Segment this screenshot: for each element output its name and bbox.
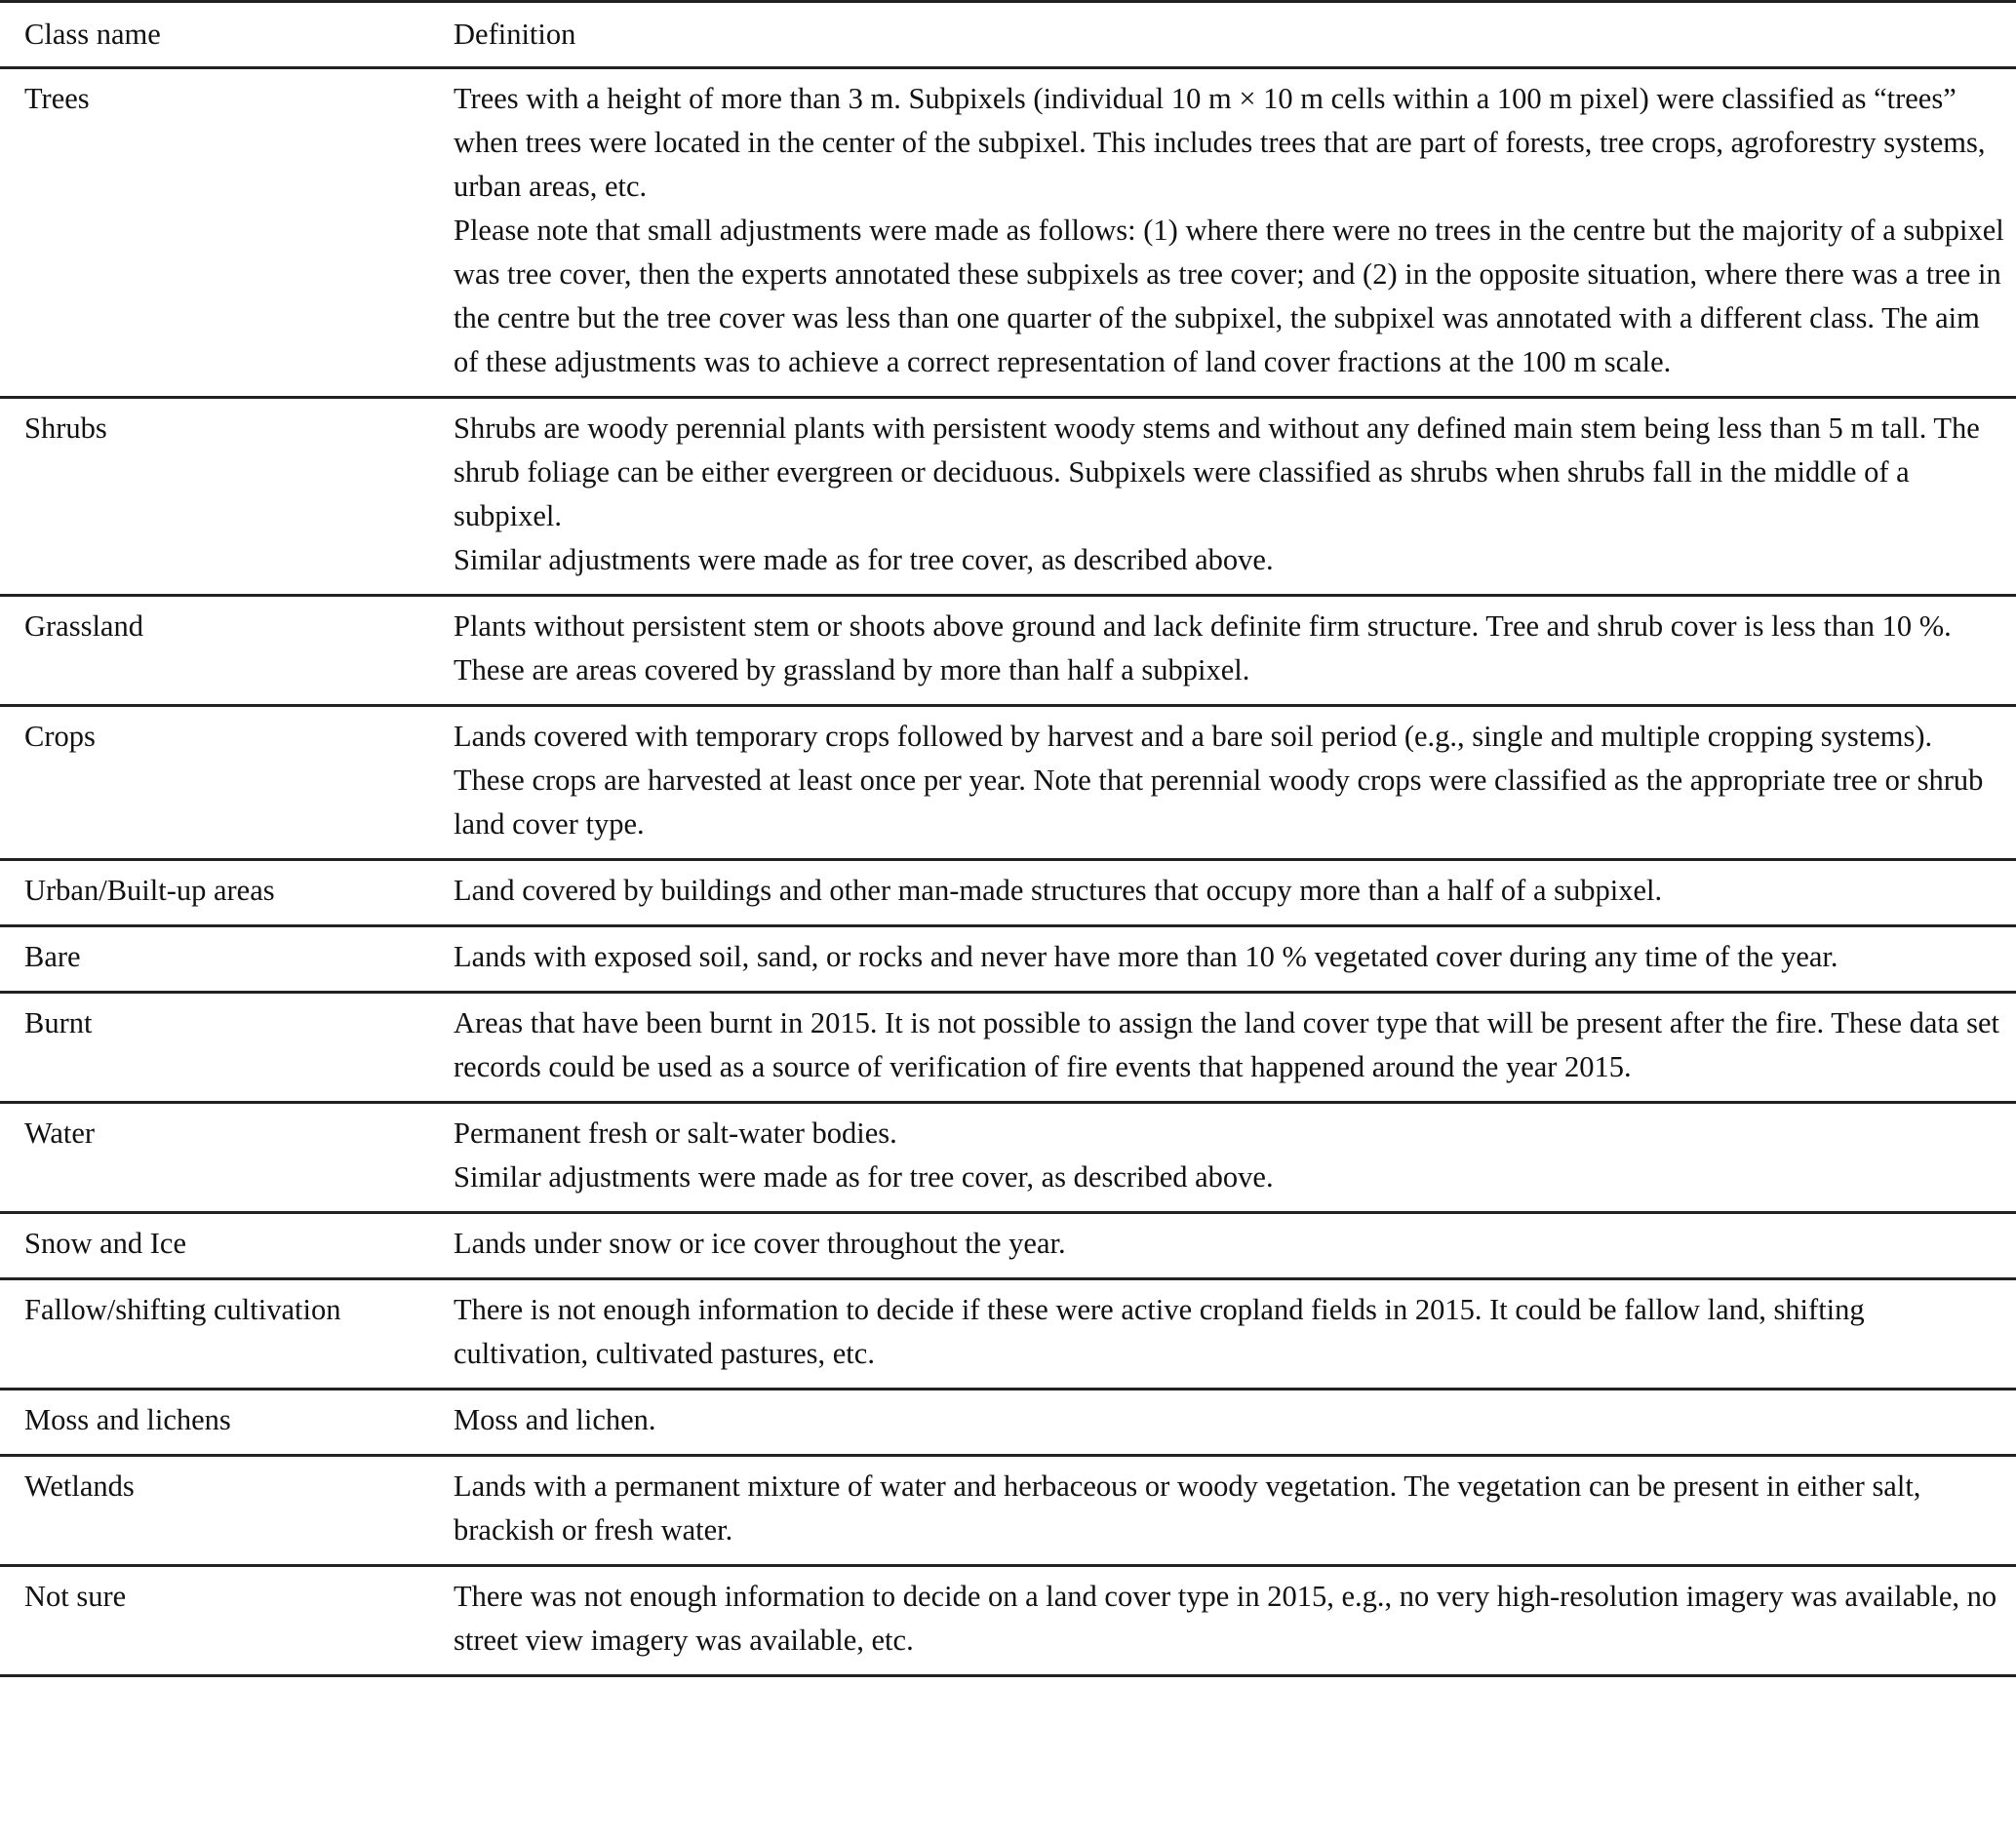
- header-row: [0, 2, 2016, 68]
- table-row: [0, 596, 2016, 706]
- class-name-cell: Fallow/shifting cultivation: [24, 1293, 341, 1326]
- table-row: [0, 1566, 2016, 1676]
- definition-cell: [429, 706, 2016, 860]
- class-name-cell: Not sure: [24, 1580, 127, 1613]
- table-row: [0, 1103, 2016, 1213]
- definition-cell: [429, 596, 2016, 706]
- definition-paragraph: Lands covered with temporary crops followed by harvest and a bare soil period (e.g., single and multiple cropping systems). These crops are harvested at least once per year. Note that perennial woody crops were classified as the appropriate tree or shrub land cover type.: [454, 720, 1984, 841]
- class-name-cell: Shrubs: [24, 411, 107, 445]
- definition-cell: [429, 1103, 2016, 1213]
- definition-paragraph: Lands with a permanent mixture of water and herbaceous or woody vegetation. The vegetation can be present in either salt, brackish or fresh water.: [454, 1469, 1921, 1547]
- table-row: [0, 706, 2016, 860]
- table-row: [0, 860, 2016, 926]
- definition-paragraph: Permanent fresh or salt-water bodies.: [454, 1116, 897, 1150]
- class-name-cell: Trees: [24, 82, 90, 115]
- class-name-cell: Moss and lichens: [24, 1403, 231, 1436]
- definition-paragraph: Lands with exposed soil, sand, or rocks and never have more than 10 % vegetated cover during any time of the year.: [454, 940, 1838, 973]
- class-name-cell: Water: [24, 1116, 96, 1150]
- definition-paragraph: Land covered by buildings and other man-made structures that occupy more than a half of a subpixel.: [454, 874, 1663, 907]
- definition-paragraph: Moss and lichen.: [454, 1403, 656, 1436]
- table-row: [0, 1390, 2016, 1456]
- definition-paragraph: Plants without persistent stem or shoots above ground and lack definite firm structure. Tree and shrub cover is less than 10 %. These are areas covered by grassland by more than half a subpixel.: [454, 609, 1952, 686]
- class-name-cell: Urban/Built-up areas: [24, 874, 275, 907]
- table-row: [0, 68, 2016, 398]
- definition-paragraph: Similar adjustments were made as for tree cover, as described above.: [454, 1160, 1274, 1194]
- definition-cell: [429, 1279, 2016, 1390]
- definition-paragraph: Shrubs are woody perennial plants with persistent woody stems and without any defined main stem being less than 5 m tall. The shrub foliage can be either evergreen or deciduous. Subpixels were classified as shrubs when shrubs fall in the middle of a subpixel.: [454, 411, 1980, 532]
- definition-cell: [429, 860, 2016, 926]
- definition-cell: [429, 926, 2016, 993]
- class-name-cell: Burnt: [24, 1006, 93, 1039]
- definition-paragraph: Similar adjustments were made as for tree cover, as described above.: [454, 543, 1274, 576]
- definition-cell: [429, 1456, 2016, 1566]
- class-name-cell: Snow and Ice: [24, 1227, 187, 1260]
- definition-cell: [429, 1566, 2016, 1676]
- header-class-name: Class name: [24, 18, 161, 51]
- table-row: [0, 1279, 2016, 1390]
- definition-paragraph: Lands under snow or ice cover throughout the year.: [454, 1227, 1066, 1260]
- table-row: [0, 926, 2016, 993]
- definition-paragraph: Please note that small adjustments were made as follows: (1) where there were no trees in the centre but the majority of a subpixel was tree cover, then the experts annotated these subpixels as tree cover; and (2) in the opposite situation, where there was a tree in the centre but the tree cover was less than one quarter of the subpixel, the subpixel was annotated with a different class. The aim of these adjustments was to achieve a correct representation of land cover fractions at the 100 m scale.: [454, 214, 2004, 378]
- definition-paragraph: There is not enough information to decide if these were active cropland fields in 2015. It could be fallow land, shifting cultivation, cultivated pastures, etc.: [454, 1293, 1865, 1370]
- class-name-cell: Crops: [24, 720, 96, 753]
- definition-cell: [429, 993, 2016, 1103]
- definition-cell: [429, 1390, 2016, 1456]
- table-row: [0, 1456, 2016, 1566]
- table-row: [0, 398, 2016, 596]
- class-name-cell: Wetlands: [24, 1469, 135, 1503]
- definition-paragraph: Trees with a height of more than 3 m. Subpixels (individual 10 m × 10 m cells within a 100 m pixel) were classified as “trees” when trees were located in the center of the subpixel. This includes trees that are part of forests, tree crops, agroforestry systems, urban areas, etc.: [454, 82, 1986, 203]
- definition-paragraph: Areas that have been burnt in 2015. It is not possible to assign the land cover type that will be present after the fire. These data set records could be used as a source of verification of fire events that happened around the year 2015.: [454, 1006, 1999, 1083]
- definition-cell: [429, 398, 2016, 596]
- table-row: [0, 993, 2016, 1103]
- definition-cell: [429, 68, 2016, 398]
- class-name-cell: Grassland: [24, 609, 143, 643]
- table-body: [0, 68, 2016, 1676]
- table-row: [0, 1213, 2016, 1279]
- header-definition: Definition: [454, 18, 576, 51]
- definition-cell: [429, 1213, 2016, 1279]
- class-name-cell: Bare: [24, 940, 81, 973]
- table-header: [0, 2, 2016, 68]
- definition-paragraph: There was not enough information to decide on a land cover type in 2015, e.g., no very high-resolution imagery was available, no street view imagery was available, etc.: [454, 1580, 1997, 1657]
